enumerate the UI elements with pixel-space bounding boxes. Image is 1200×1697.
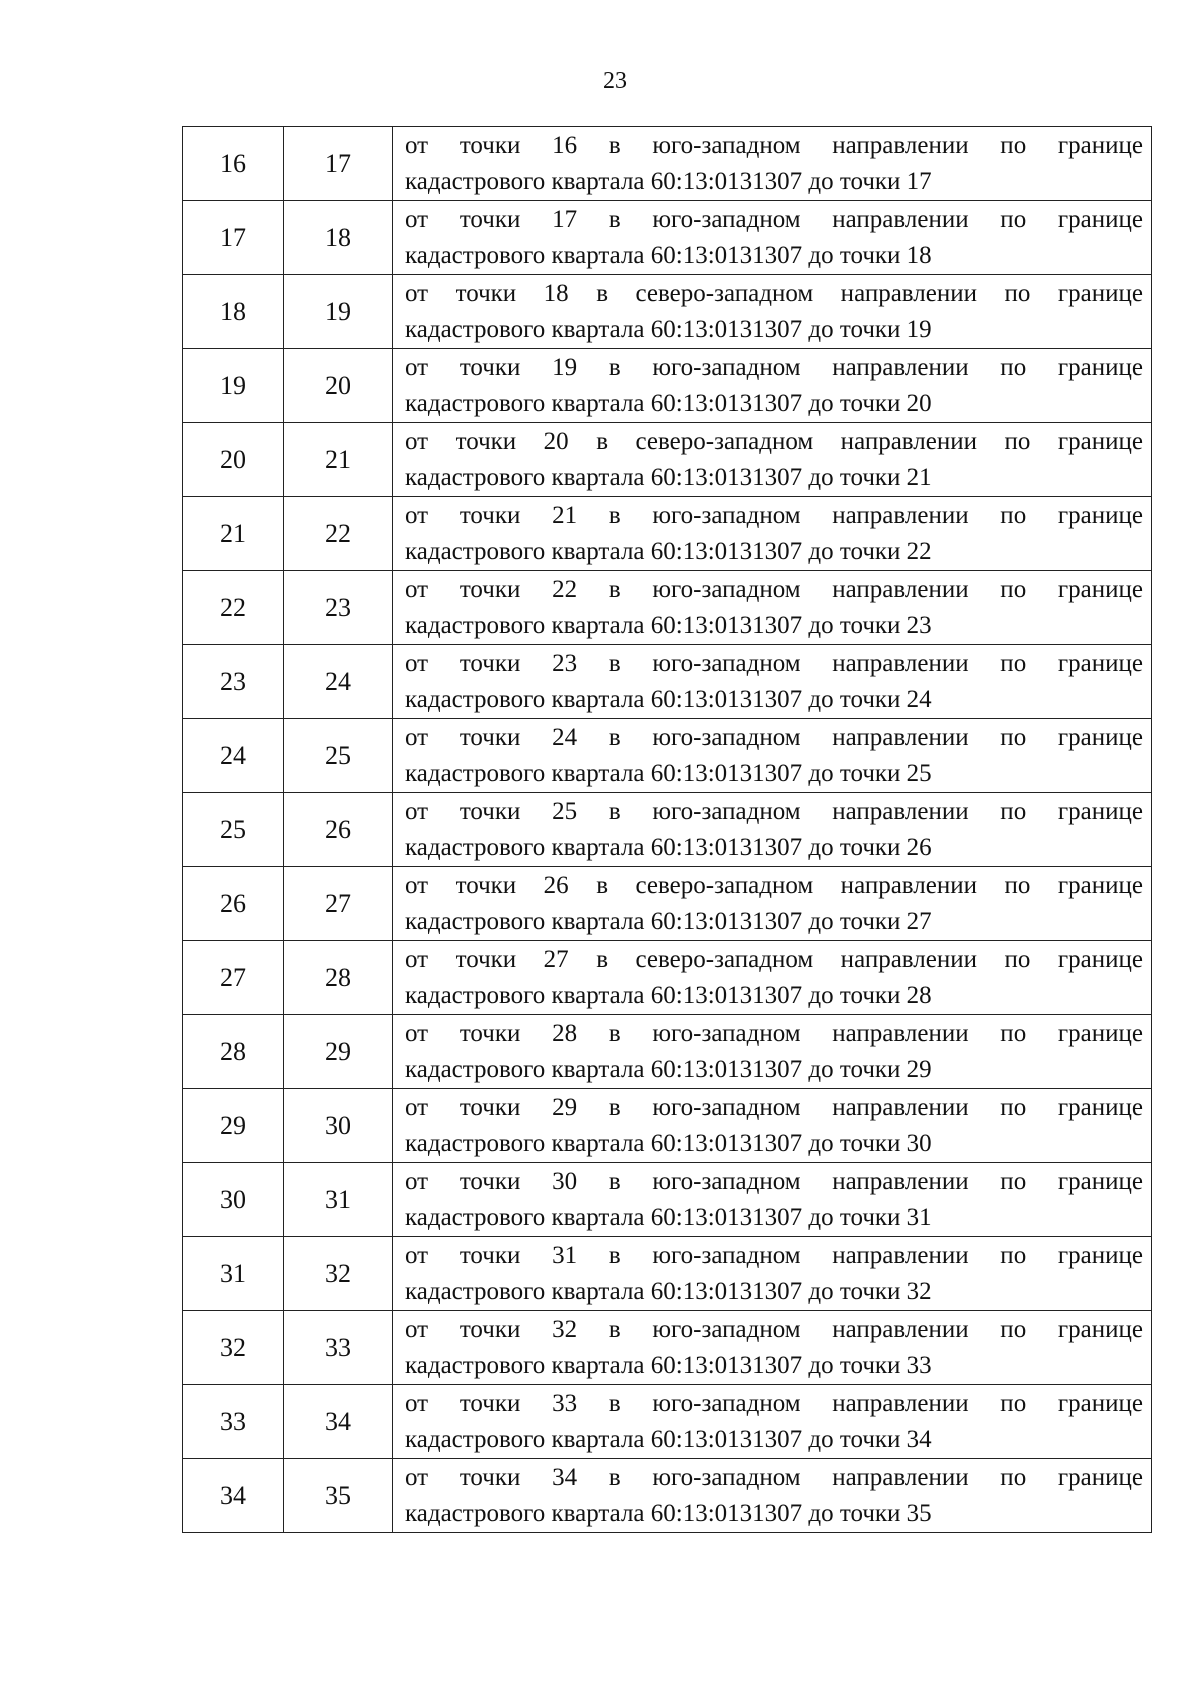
description-cell xyxy=(393,201,1152,275)
table-row xyxy=(183,941,1152,1015)
description-line-1: от точки 18 в северо-западном направлении по границе xyxy=(405,279,1143,307)
point-from-cell: 29 xyxy=(183,1089,284,1163)
point-from-cell: 33 xyxy=(183,1385,284,1459)
description-line-2: кадастрового квартала 60:13:0131307 до точки 34 xyxy=(405,1425,932,1453)
description-line-1: от точки 21 в юго-западном направлении по границе xyxy=(405,501,1143,529)
point-from-cell: 23 xyxy=(183,645,284,719)
description-line-2: кадастрового квартала 60:13:0131307 до точки 24 xyxy=(405,685,932,713)
description-cell xyxy=(393,793,1152,867)
table-row xyxy=(183,1311,1152,1385)
description-cell xyxy=(393,1015,1152,1089)
point-from-cell: 25 xyxy=(183,793,284,867)
description-cell xyxy=(393,941,1152,1015)
table-row xyxy=(183,497,1152,571)
point-to-cell: 32 xyxy=(284,1237,393,1311)
description-line-1: от точки 34 в юго-западном направлении по границе xyxy=(405,1463,1143,1491)
description-line-2: кадастрового квартала 60:13:0131307 до точки 35 xyxy=(405,1499,932,1527)
description-line-2: кадастрового квартала 60:13:0131307 до точки 22 xyxy=(405,537,932,565)
point-from-cell: 31 xyxy=(183,1237,284,1311)
description-line-1: от точки 32 в юго-западном направлении по границе xyxy=(405,1315,1143,1343)
description-cell xyxy=(393,867,1152,941)
description-cell xyxy=(393,1459,1152,1533)
point-to-cell: 30 xyxy=(284,1089,393,1163)
description-line-1: от точки 19 в юго-западном направлении по границе xyxy=(405,353,1143,381)
description-cell xyxy=(393,1385,1152,1459)
description-line-1: от точки 16 в юго-западном направлении по границе xyxy=(405,131,1143,159)
description-line-2: кадастрового квартала 60:13:0131307 до точки 33 xyxy=(405,1351,932,1379)
description-line-1: от точки 33 в юго-западном направлении по границе xyxy=(405,1389,1143,1417)
point-from-cell: 20 xyxy=(183,423,284,497)
description-cell xyxy=(393,719,1152,793)
description-cell xyxy=(393,1089,1152,1163)
table-row xyxy=(183,1015,1152,1089)
point-from-cell: 17 xyxy=(183,201,284,275)
description-line-1: от точки 26 в северо-западном направлении по границе xyxy=(405,871,1143,899)
point-from-cell: 27 xyxy=(183,941,284,1015)
description-cell xyxy=(393,1237,1152,1311)
description-line-2: кадастрового квартала 60:13:0131307 до точки 31 xyxy=(405,1203,932,1231)
description-line-1: от точки 31 в юго-западном направлении по границе xyxy=(405,1241,1143,1269)
point-from-cell: 32 xyxy=(183,1311,284,1385)
table-row xyxy=(183,349,1152,423)
point-to-cell: 33 xyxy=(284,1311,393,1385)
point-to-cell: 28 xyxy=(284,941,393,1015)
point-to-cell: 31 xyxy=(284,1163,393,1237)
table-row xyxy=(183,1089,1152,1163)
point-from-cell: 21 xyxy=(183,497,284,571)
description-line-2: кадастрового квартала 60:13:0131307 до точки 17 xyxy=(405,167,932,195)
description-line-1: от точки 27 в северо-западном направлении по границе xyxy=(405,945,1143,973)
table-row xyxy=(183,423,1152,497)
description-line-2: кадастрового квартала 60:13:0131307 до точки 32 xyxy=(405,1277,932,1305)
point-to-cell: 21 xyxy=(284,423,393,497)
table-row xyxy=(183,1385,1152,1459)
page-number: 23 xyxy=(603,68,627,94)
point-from-cell: 24 xyxy=(183,719,284,793)
description-line-2: кадастрового квартала 60:13:0131307 до точки 21 xyxy=(405,463,932,491)
description-line-2: кадастрового квартала 60:13:0131307 до точки 30 xyxy=(405,1129,932,1157)
table-row xyxy=(183,571,1152,645)
point-to-cell: 17 xyxy=(284,127,393,201)
table-body xyxy=(183,127,1152,1533)
description-line-2: кадастрового квартала 60:13:0131307 до точки 27 xyxy=(405,907,932,935)
point-from-cell: 26 xyxy=(183,867,284,941)
description-cell xyxy=(393,127,1152,201)
point-to-cell: 23 xyxy=(284,571,393,645)
table-row xyxy=(183,793,1152,867)
description-line-1: от точки 28 в юго-западном направлении по границе xyxy=(405,1019,1143,1047)
point-from-cell: 28 xyxy=(183,1015,284,1089)
description-cell xyxy=(393,1163,1152,1237)
point-to-cell: 22 xyxy=(284,497,393,571)
description-line-1: от точки 23 в юго-западном направлении по границе xyxy=(405,649,1143,677)
table-row xyxy=(183,867,1152,941)
description-line-1: от точки 25 в юго-западном направлении по границе xyxy=(405,797,1143,825)
table-row xyxy=(183,275,1152,349)
description-line-2: кадастрового квартала 60:13:0131307 до точки 26 xyxy=(405,833,932,861)
description-line-1: от точки 30 в юго-западном направлении по границе xyxy=(405,1167,1143,1195)
table-row xyxy=(183,719,1152,793)
description-cell xyxy=(393,497,1152,571)
point-to-cell: 20 xyxy=(284,349,393,423)
point-from-cell: 34 xyxy=(183,1459,284,1533)
description-cell xyxy=(393,423,1152,497)
description-line-1: от точки 17 в юго-западном направлении по границе xyxy=(405,205,1143,233)
table-row xyxy=(183,645,1152,719)
point-to-cell: 24 xyxy=(284,645,393,719)
description-line-1: от точки 22 в юго-западном направлении по границе xyxy=(405,575,1143,603)
point-from-cell: 18 xyxy=(183,275,284,349)
point-to-cell: 34 xyxy=(284,1385,393,1459)
table-row xyxy=(183,1163,1152,1237)
description-line-2: кадастрового квартала 60:13:0131307 до точки 19 xyxy=(405,315,932,343)
point-from-cell: 19 xyxy=(183,349,284,423)
point-to-cell: 26 xyxy=(284,793,393,867)
description-line-2: кадастрового квартала 60:13:0131307 до точки 28 xyxy=(405,981,932,1009)
description-line-1: от точки 29 в юго-западном направлении по границе xyxy=(405,1093,1143,1121)
description-line-2: кадастрового квартала 60:13:0131307 до точки 20 xyxy=(405,389,932,417)
description-cell xyxy=(393,1311,1152,1385)
description-line-2: кадастрового квартала 60:13:0131307 до точки 18 xyxy=(405,241,932,269)
table-row xyxy=(183,127,1152,201)
description-line-1: от точки 24 в юго-западном направлении по границе xyxy=(405,723,1143,751)
description-line-2: кадастрового квартала 60:13:0131307 до точки 25 xyxy=(405,759,932,787)
description-cell xyxy=(393,349,1152,423)
point-to-cell: 29 xyxy=(284,1015,393,1089)
description-line-2: кадастрового квартала 60:13:0131307 до точки 23 xyxy=(405,611,932,639)
point-from-cell: 22 xyxy=(183,571,284,645)
point-from-cell: 30 xyxy=(183,1163,284,1237)
table-row xyxy=(183,1459,1152,1533)
point-to-cell: 27 xyxy=(284,867,393,941)
point-to-cell: 35 xyxy=(284,1459,393,1533)
description-cell xyxy=(393,571,1152,645)
boundary-table xyxy=(182,126,1152,1533)
table-row xyxy=(183,201,1152,275)
point-to-cell: 25 xyxy=(284,719,393,793)
point-to-cell: 19 xyxy=(284,275,393,349)
point-to-cell: 18 xyxy=(284,201,393,275)
description-cell xyxy=(393,275,1152,349)
description-cell xyxy=(393,645,1152,719)
description-line-2: кадастрового квартала 60:13:0131307 до точки 29 xyxy=(405,1055,932,1083)
table-row xyxy=(183,1237,1152,1311)
point-from-cell: 16 xyxy=(183,127,284,201)
description-line-1: от точки 20 в северо-западном направлении по границе xyxy=(405,427,1143,455)
